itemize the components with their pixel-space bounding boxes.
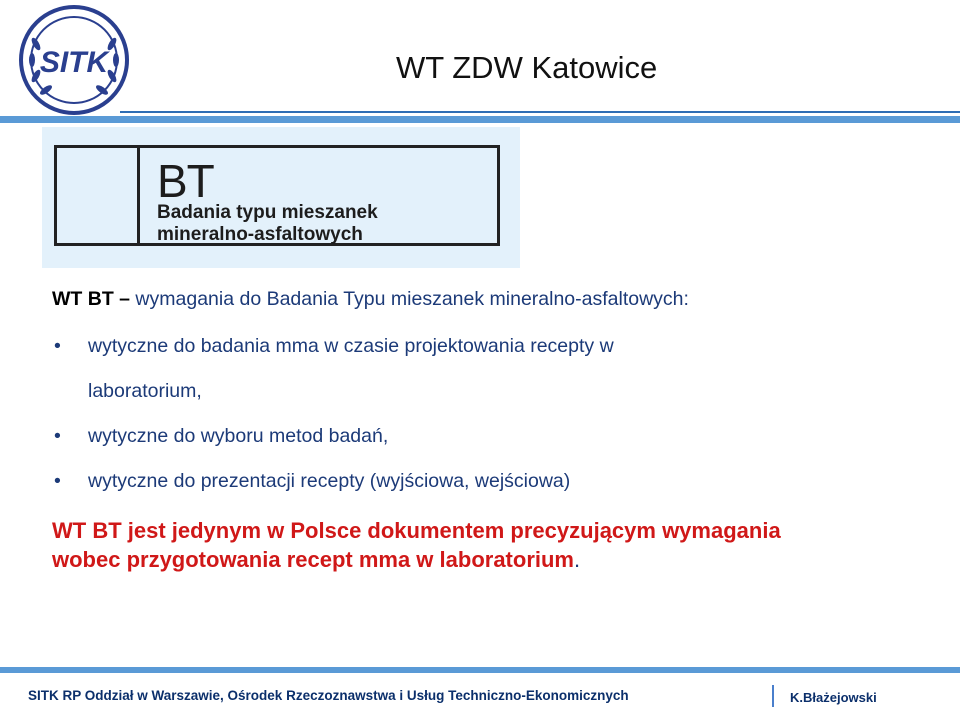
highlight-statement — [52, 516, 942, 574]
content — [52, 286, 942, 574]
intro-dash: – — [113, 288, 136, 310]
footer-organization: SITK RP Oddział w Warszawie, Ośrodek Rzeczoznawstwa i Usług Techniczno-Ekonomicznych — [28, 688, 629, 703]
bt-panel — [42, 127, 520, 268]
bt-desc-line2: mineralno-asfaltowych — [157, 224, 363, 245]
highlight-line2: wobec przygotowania recept mma w laboratorium — [52, 547, 574, 572]
bullet-item: • wytyczne do badania mma w czasie projektowania recepty w — [52, 324, 942, 369]
intro-rest: wymagania do Badania Typu mieszanek mineralno-asfaltowych: — [135, 288, 689, 310]
highlight-end: . — [574, 547, 581, 572]
footer-author: K.Błażejowski — [790, 690, 877, 705]
footer-rule — [0, 667, 960, 673]
bt-frame — [54, 145, 500, 246]
page-title: WT ZDW Katowice — [396, 50, 658, 85]
bullet-item: • wytyczne do prezentacji recepty (wyjściowa, wejściowa) — [52, 459, 942, 504]
bullet-list — [52, 324, 942, 504]
bt-divider — [137, 148, 140, 243]
bullet-continuation: laboratorium, — [88, 380, 202, 402]
bt-desc-line1: Badania typu mieszanek — [157, 202, 378, 223]
header-rule-thick — [0, 116, 960, 123]
bt-description — [157, 202, 378, 246]
highlight-line1: WT BT jest jedynym w Polsce dokumentem precyzującym wymagania — [52, 518, 781, 543]
bullet-item: • wytyczne do wyboru metod badań, — [52, 414, 942, 459]
header-rule-thin — [120, 111, 960, 113]
sitk-logo — [18, 4, 130, 116]
footer-separator — [772, 685, 774, 707]
intro-bold: WT BT — [52, 288, 114, 310]
logo-text: SITK — [39, 46, 109, 79]
highlight-line2-wrap — [52, 545, 942, 574]
bt-abbreviation: BT — [157, 155, 214, 207]
intro-line — [52, 286, 942, 312]
